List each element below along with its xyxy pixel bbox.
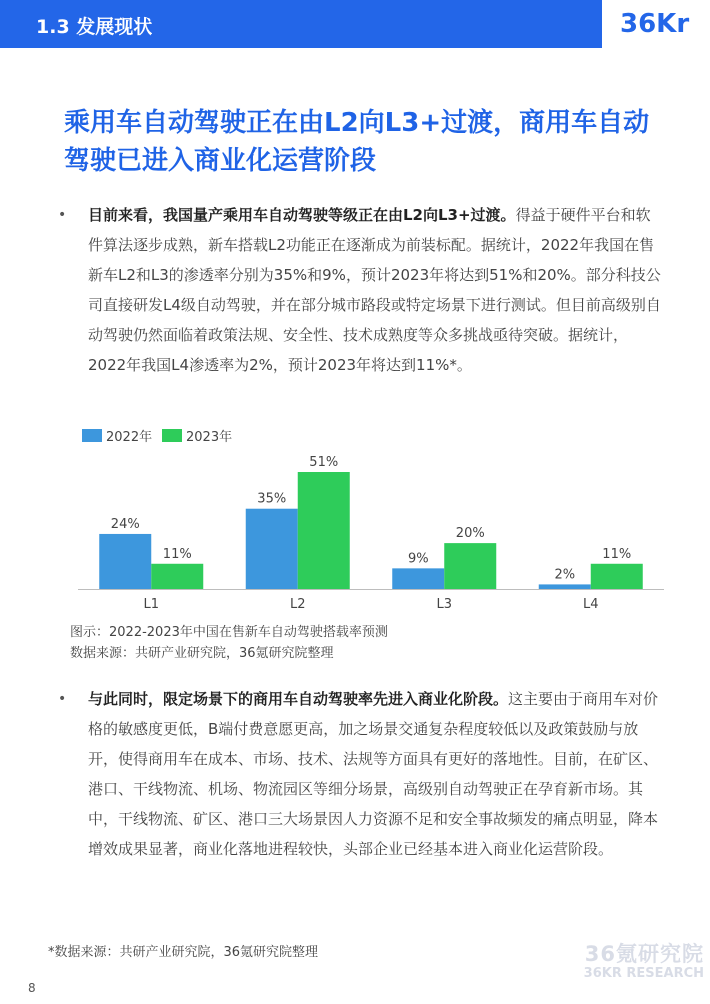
- tick-label-L1: L1: [143, 597, 160, 612]
- data-label-L1-1: 11%: [162, 546, 192, 562]
- legend-swatch-1: [162, 429, 182, 442]
- bar-L1-1: [151, 564, 203, 589]
- bar-L2-1: [298, 472, 350, 589]
- data-label-L4-0: 2%: [554, 567, 576, 583]
- data-label-L2-0: 35%: [257, 491, 287, 507]
- bar-L2-0: [246, 509, 298, 589]
- data-label-L1-0: 24%: [110, 516, 140, 532]
- page-title: 乘用车自动驾驶正在由L2向L3+过渡，商用车自动驾驶已进入商业化运营阶段: [64, 108, 650, 176]
- figure-caption: 图示：2022-2023年中国在售新车自动驾驶搭载率预测: [70, 625, 388, 640]
- watermark-en: 36KR RESEARCH: [583, 966, 704, 981]
- bar-L1-0: [99, 534, 151, 589]
- page-number: 8: [28, 981, 36, 995]
- bar-L4-0: [539, 584, 591, 589]
- legend-swatch-0: [82, 429, 102, 442]
- data-label-L3-0: 9%: [407, 551, 429, 567]
- paragraph-lead: 与此同时，限定场景下的商用车自动驾驶率先进入商业化阶段。: [88, 690, 509, 708]
- figure-source: 数据来源：共研产业研究院，36氪研究院整理: [70, 646, 334, 661]
- section-title: 1.3 发展现状: [36, 16, 153, 38]
- data-label-L4-1: 11%: [602, 546, 632, 562]
- watermark-cn: 36氪研究院: [584, 942, 704, 966]
- tick-label-L4: L4: [582, 597, 599, 612]
- bar-L3-0: [392, 568, 444, 589]
- data-label-L2-1: 51%: [309, 455, 339, 470]
- footnote: *数据来源：共研产业研究院，36氪研究院整理: [48, 945, 319, 960]
- watermark: [574, 944, 704, 980]
- paragraph-body: 得益于硬件平台和软件算法逐步成熟，新车搭载L2功能正在逐渐成为前装标配。据统计，2022年我国在售新车L2和L3的渗透率分别为35%和9%，预计2023年将达到51%和20%。部分科技公司直接研发L4级自动驾驶，并在部分城市路段或特定场景下进行测试。但目前高级别自动驾驶仍然面临着政策法规、安全性、技术成熟度等众多挑战亟待突破。据统计，2022年我国L4渗透率为2%，预计2023年将达到11%*。: [88, 206, 661, 374]
- brand-logo-text: 36Kr: [620, 9, 690, 39]
- data-label-L3-1: 20%: [455, 526, 485, 542]
- paragraph-lead: 目前来看，我国量产乘用车自动驾驶等级正在由L2向L3+过渡。: [88, 206, 516, 224]
- bullet-dot: •: [58, 207, 67, 223]
- tick-label-L2: L2: [289, 597, 306, 612]
- paragraph-body: 这主要由于商用车对价格的敏感度更低，B端付费意愿更高，加之场景交通复杂程度较低以及政策鼓励与放开，使得商用车在成本、市场、技术、法规等方面具有更好的落地性。目前，在矿区、港口、干线物流、机场、物流园区等细分场景，高级别自动驾驶正在孕育新市场。其中，干线物流、矿区、港口三大场景因人力资源不足和安全事故频发的痛点明显，降本增效成果显著，商业化落地进程较快，头部企业已经基本进入商业化运营阶段。: [88, 690, 659, 858]
- legend-label-0: 2022年: [106, 430, 153, 445]
- bullet-paragraph-2: [58, 684, 664, 864]
- tick-label-L3: L3: [436, 597, 453, 612]
- bar-L3-1: [444, 543, 496, 589]
- bullet-dot: •: [58, 691, 67, 707]
- legend-label-1: 2023年: [186, 430, 233, 445]
- bar-L4-1: [591, 564, 643, 589]
